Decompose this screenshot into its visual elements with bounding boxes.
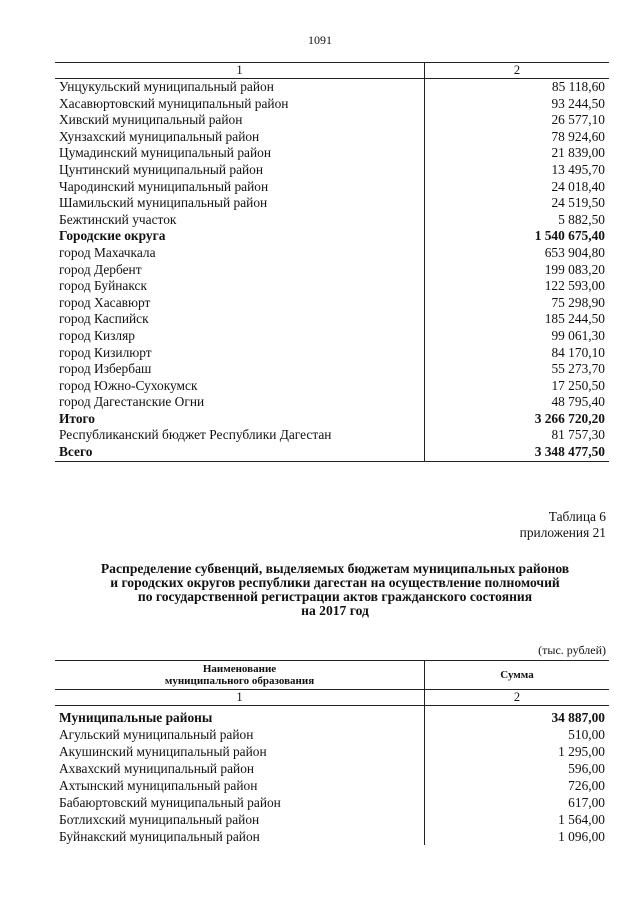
table-row xyxy=(55,145,609,162)
row-value: 3 266 720,20 xyxy=(534,410,605,426)
row-name: город Дагестанские Огни xyxy=(55,394,425,411)
row-value: 48 795,40 xyxy=(551,394,605,410)
row-name: Шамильский муниципальный район xyxy=(55,195,425,212)
table-row xyxy=(55,427,609,444)
header-municipality xyxy=(55,661,425,690)
units-label: (тыс. рублей) xyxy=(538,643,606,657)
row-value: 24 018,40 xyxy=(551,178,605,194)
table-row xyxy=(55,162,609,179)
row-name: Муниципальные районы xyxy=(55,706,425,727)
row-value: 617,00 xyxy=(568,795,605,810)
table-row xyxy=(55,245,609,262)
row-value: 13 495,70 xyxy=(551,161,605,177)
row-value: 78 924,60 xyxy=(551,128,605,144)
table-row xyxy=(55,295,609,312)
row-name: Цумадинский муниципальный район xyxy=(55,145,425,162)
row-name: город Кизилюрт xyxy=(55,345,425,362)
page-number: 1091 xyxy=(308,33,332,47)
table-row xyxy=(55,361,609,378)
row-name: город Избербаш xyxy=(55,361,425,378)
table-caption xyxy=(520,509,606,541)
header-municipality-line2: муниципального образования xyxy=(164,675,315,687)
table-row xyxy=(55,794,609,811)
row-name: Хунзахский муниципальный район xyxy=(55,129,425,146)
row-name: город Южно-Сухокумск xyxy=(55,378,425,395)
row-value: 81 757,30 xyxy=(551,427,605,443)
table-row xyxy=(55,760,609,777)
row-value: 199 083,20 xyxy=(544,261,605,277)
row-value: 93 244,50 xyxy=(551,95,605,111)
table-row xyxy=(55,706,609,727)
row-value: 5 882,50 xyxy=(558,211,605,227)
row-value: 34 887,00 xyxy=(551,710,605,725)
table-row xyxy=(55,278,609,295)
table-row xyxy=(55,328,609,345)
row-name: Ботлихский муниципальный район xyxy=(55,811,425,828)
row-name: Городские округа xyxy=(55,228,425,245)
title-line: и городских округов республики дагестан на осуществление полномочий xyxy=(110,575,560,590)
table-row xyxy=(55,195,609,212)
row-name: Ахтынский муниципальный район xyxy=(55,777,425,794)
row-value: 653 904,80 xyxy=(544,244,605,260)
row-value: 26 577,10 xyxy=(551,112,605,128)
table1-body xyxy=(55,79,609,462)
table-row xyxy=(55,378,609,395)
row-value: 3 348 477,50 xyxy=(425,444,610,461)
table-row xyxy=(55,444,609,461)
row-name: Буйнакский муниципальный район xyxy=(55,828,425,845)
table-row xyxy=(55,311,609,328)
row-name: город Буйнакск xyxy=(55,278,425,295)
row-value: 21 839,00 xyxy=(551,145,605,161)
row-name: Акушинский муниципальный район xyxy=(55,743,425,760)
table-row xyxy=(55,228,609,245)
row-value: 99 061,30 xyxy=(551,327,605,343)
table-row xyxy=(55,828,609,845)
document-title xyxy=(60,562,610,618)
table-row xyxy=(55,777,609,794)
row-name: Хасавюртовский муниципальный район xyxy=(55,96,425,113)
row-name: город Дербент xyxy=(55,262,425,279)
row-name: город Каспийск xyxy=(55,311,425,328)
table-row xyxy=(55,743,609,760)
row-name: город Хасавюрт xyxy=(55,295,425,312)
row-name: Хивский муниципальный район xyxy=(55,112,425,129)
row-value: 85 118,60 xyxy=(551,79,605,94)
row-name: Итого xyxy=(55,411,425,428)
table-row xyxy=(55,179,609,196)
header-municipality-line1: Наименование xyxy=(202,663,277,675)
table-label: Таблица 6 xyxy=(548,509,606,524)
column-number-1: 1 xyxy=(55,690,425,706)
table-row xyxy=(55,262,609,279)
row-name: Ахвахский муниципальный район xyxy=(55,760,425,777)
row-value: 1 540 675,40 xyxy=(534,228,605,244)
row-value: 17 250,50 xyxy=(551,377,605,393)
row-value: 1 564,00 xyxy=(558,812,605,827)
row-value: 1 295,00 xyxy=(558,744,605,759)
title-line: по государственной регистрации актов гражданского состояния xyxy=(137,589,533,604)
table-row xyxy=(55,96,609,113)
table2-body xyxy=(55,706,609,846)
row-name: Чародинский муниципальный район xyxy=(55,179,425,196)
row-value: 510,00 xyxy=(568,727,605,742)
table-row xyxy=(55,394,609,411)
row-name: Бабаюртовский муниципальный район xyxy=(55,794,425,811)
row-name: Агульский муниципальный район xyxy=(55,726,425,743)
row-value: 122 593,00 xyxy=(544,278,605,294)
row-value: 726,00 xyxy=(568,778,605,793)
subsidy-distribution-table xyxy=(55,660,609,845)
row-name: Цунтинский муниципальный район xyxy=(55,162,425,179)
row-name: Республиканский бюджет Республики Дагестан xyxy=(55,427,425,444)
row-value: 55 273,70 xyxy=(551,361,605,377)
header-amount: Сумма xyxy=(425,661,610,690)
row-name: город Кизляр xyxy=(55,328,425,345)
column-number-2: 2 xyxy=(425,63,610,79)
row-name: город Махачкала xyxy=(55,245,425,262)
table-row xyxy=(55,129,609,146)
column-number-2: 2 xyxy=(425,690,610,706)
row-value: 75 298,90 xyxy=(551,294,605,310)
table-row xyxy=(55,345,609,362)
row-name: Бежтинский участок xyxy=(55,212,425,229)
title-line: на 2017 год xyxy=(301,603,369,618)
subsidy-table-continued xyxy=(55,62,609,462)
row-name: Унцукульский муниципальный район xyxy=(55,79,425,96)
table-row xyxy=(55,411,609,428)
table-row xyxy=(55,79,609,96)
row-value: 185 244,50 xyxy=(544,311,605,327)
table-row xyxy=(55,726,609,743)
row-value: 84 170,10 xyxy=(551,344,605,360)
table-row xyxy=(55,811,609,828)
table-row xyxy=(55,212,609,229)
row-name: Всего xyxy=(55,444,425,461)
column-number-1: 1 xyxy=(55,63,425,79)
title-line: Распределение субвенций, выделяемых бюджетам муниципальных районов xyxy=(100,561,570,576)
row-value: 24 519,50 xyxy=(551,195,605,211)
table-row xyxy=(55,112,609,129)
row-value: 596,00 xyxy=(568,761,605,776)
appendix-label: приложения 21 xyxy=(519,525,606,540)
row-value: 1 096,00 xyxy=(558,829,605,844)
